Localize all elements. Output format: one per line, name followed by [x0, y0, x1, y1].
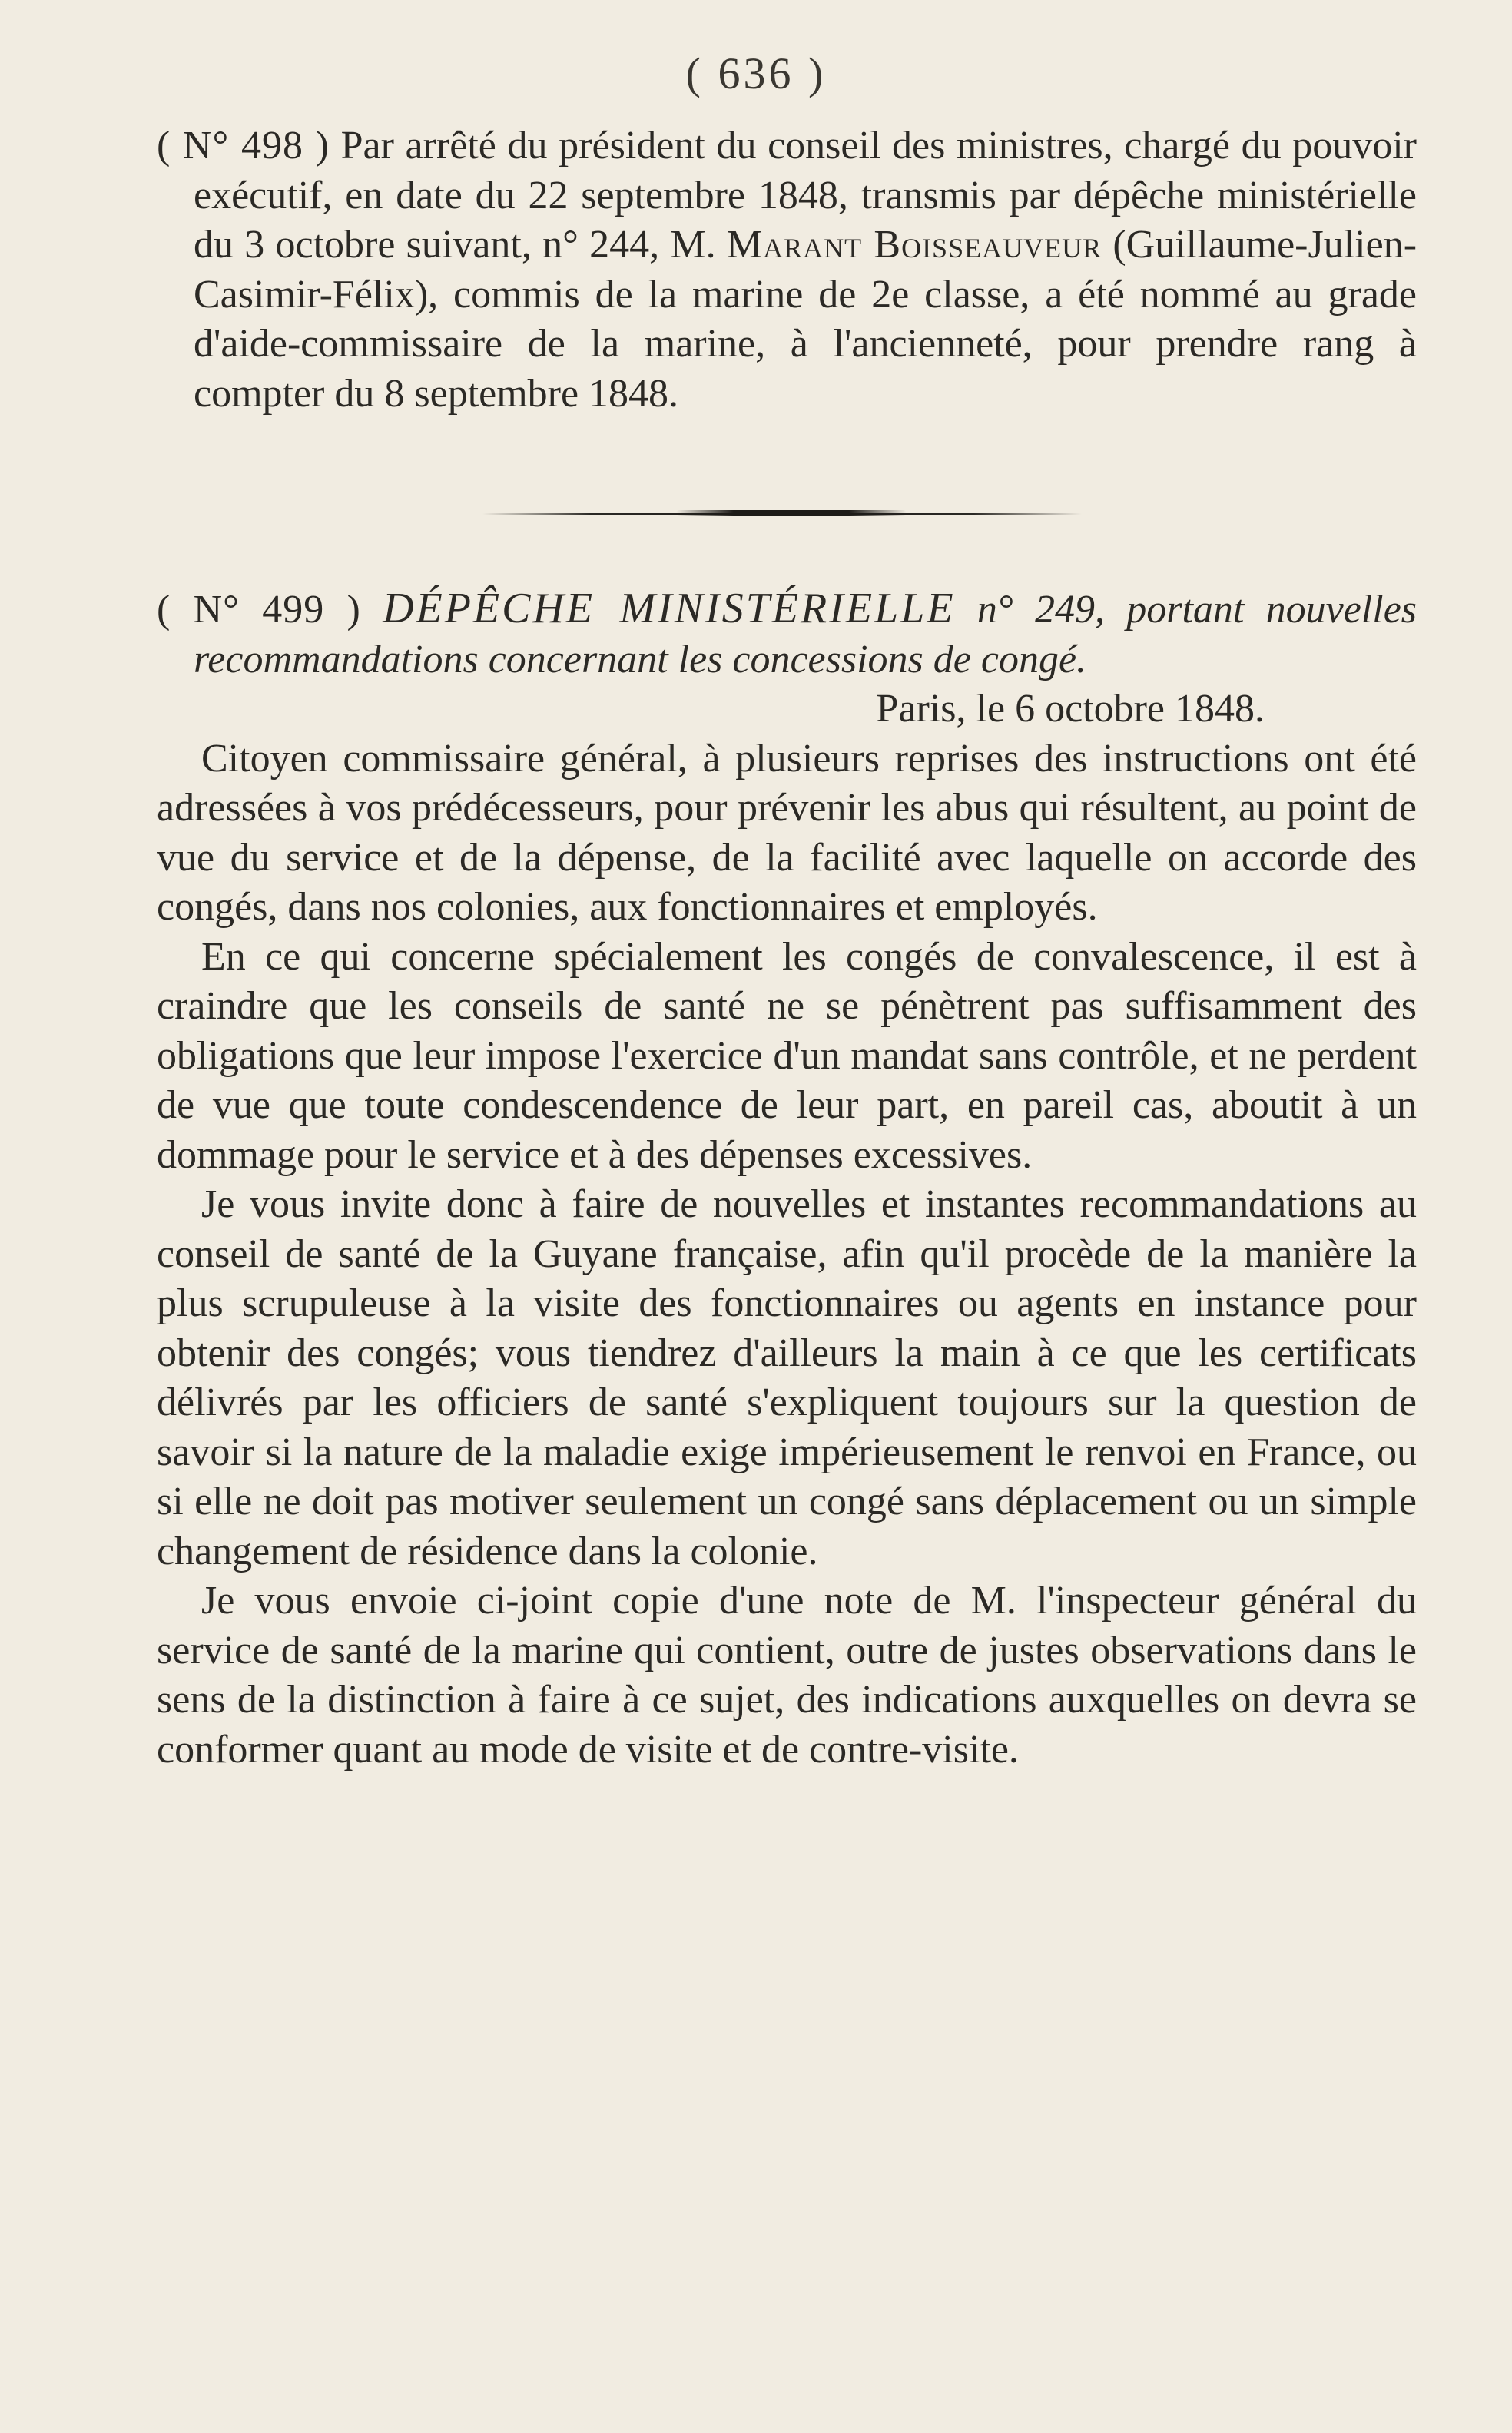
article-499	[157, 584, 1417, 1775]
article-498	[157, 121, 1417, 419]
article-499-title-suffix: n° 249, portant nouvelles recommandations concernant les concessions de congé.	[194, 588, 1418, 681]
article-499-paragraph-2: En ce qui concerne spécialement les congés de convalescence, il est à craindre que les conseils de santé ne se pénètrent pas suffisamment des obligations que leur impose l'exercice d'un mandat sans contrôle, et ne perdent de vue que toute condescendence de leur part, en pareil cas, aboutit à un dommage pour le service et à des dépenses excessives.	[157, 934, 1417, 1177]
article-499-number: ( N° 499 )	[157, 588, 361, 631]
article-499-heading	[157, 584, 1417, 684]
article-499-paragraph-1: Citoyen commissaire général, à plusieurs reprises des instructions ont été adressées à vos prédécesseurs, pour prévenir les abus qui résultent, au point de vue du service et de la dépense, de la facilité avec laquelle on accorde des congés, dans nos colonies, aux fonctionnaires et employés.	[157, 736, 1417, 929]
article-498-text-after: (Guillaume-Julien-Casimir-Félix), commis de la marine de 2e classe, a été nommé au grade d'aide-commissaire de la marine, à l'ancienneté, pour prendre rang à compter du 8 septembre 1848.	[194, 223, 1418, 416]
article-498-paragraph	[157, 121, 1417, 419]
article-499-dateline: Paris, le 6 octobre 1848.	[876, 687, 1265, 731]
section-divider-accent	[676, 510, 907, 516]
article-498-text-before: Par arrêté du président du conseil des ministres, chargé du pouvoir exécutif, en date du 22 septembre 1848, transmis par dépêche ministérielle du 3 octobre suivant, n° 244, M.	[194, 124, 1418, 267]
article-498-person-name: Marant Boisseauveur	[726, 223, 1102, 267]
page-number: ( 636 )	[685, 48, 827, 98]
article-499-paragraph-3: Je vous invite donc à faire de nouvelles et instantes recommandations au conseil de santé de la Guyane française, afin qu'il procède de la manière la plus scrupuleuse à la visite des fonctionnaires ou agents en instance pour obtenir des congés; vous tiendrez d'ailleurs la main à ce que les certificats délivrés par les officiers de santé s'expliquent toujours sur la question de savoir si la nature de la maladie exige impérieusement le renvoi en France, ou si elle ne doit pas motiver seulement un congé sans déplacement ou un simple changement de résidence dans la colonie.	[157, 1182, 1417, 1573]
article-499-title: DÉPÊCHE MINISTÉRIELLE	[383, 585, 956, 632]
article-499-paragraph-4: Je vous envoie ci-joint copie d'une note de M. l'inspecteur général du service de santé de la marine qui contient, outre de justes observations dans le sens de la distinction à faire à ce sujet, des indications auxquelles on devra se conformer quant au mode de visite et de contre-visite.	[157, 1579, 1417, 1772]
article-498-number: ( N° 498 )	[157, 124, 330, 167]
